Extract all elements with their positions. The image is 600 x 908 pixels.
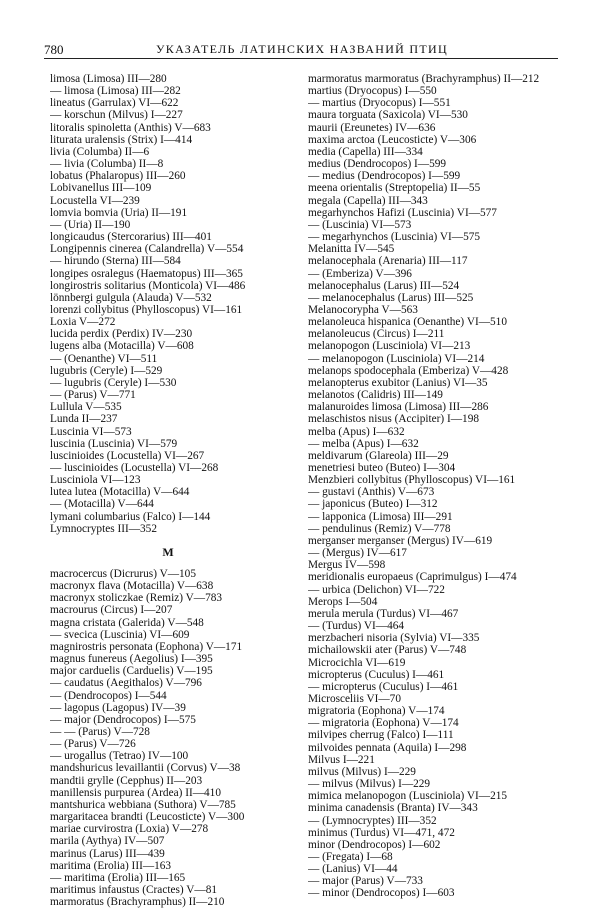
index-entry: Locustella VI—239	[50, 194, 140, 207]
index-entry: minor (Dendrocopos) I—602	[308, 838, 441, 851]
left-column	[50, 73, 286, 908]
index-entry: Microcichla VI—619	[308, 656, 406, 669]
index-entry: meldivarum (Glareola) III—29	[308, 449, 449, 462]
index-entry: longipes osralegus (Haematopus) III—365	[50, 267, 243, 280]
index-entry: meena orientalis (Streptopelia) II—55	[308, 182, 481, 195]
index-entry: lymani columbarius (Falco) I—144	[50, 510, 211, 523]
index-entry: lomvia bomvia (Uria) II—191	[50, 206, 188, 219]
index-entry: — (Turdus) VI—464	[308, 620, 405, 633]
index-entry: — lagopus (Lagopus) IV—39	[50, 701, 186, 714]
index-entry: melaschistos nisus (Accipiter) I—198	[308, 413, 479, 426]
index-entry: macronyx flava (Motacilla) V—638	[50, 580, 214, 593]
index-entry: Luscinia VI—573	[50, 425, 132, 438]
entry-list	[50, 568, 286, 908]
index-entry: menetriesi buteo (Buteo) I—304	[308, 462, 456, 474]
index-entry: melanopterus exubitor (Lanius) VI—35	[308, 376, 488, 389]
index-entry: malanuroides limosa (Limosa) III—286	[308, 401, 489, 414]
index-entry: melanops spodocephala (Emberiza) V—428	[308, 364, 509, 377]
index-entry: — urogallus (Tetrao) IV—100	[50, 750, 189, 763]
index-entry: macronyx stoliczkae (Remiz) V—783	[50, 592, 223, 605]
index-entry: — (Parus) V—726	[50, 738, 136, 751]
index-entry: mimica melanopogon (Lusciniola) VI—215	[308, 790, 508, 803]
index-entry: — hirundo (Sterna) III—584	[50, 255, 181, 268]
running-title: УКАЗАТЕЛЬ ЛАТИНСКИХ НАЗВАНИЙ ПТИЦ	[156, 42, 448, 56]
index-entry: melanoleuca hispanica (Oenanthe) VI—510	[308, 316, 507, 329]
index-entry: mariae curvirostra (Loxia) V—278	[50, 823, 209, 836]
index-entry: major carduelis (Carduelis) V—195	[50, 665, 213, 678]
right-column	[308, 73, 560, 900]
index-entry: marinus (Larus) III—439	[50, 847, 165, 860]
index-entry: — (Motacilla) V—644	[50, 498, 154, 511]
index-entry: milvipes cherrug (Falco) I—111	[308, 729, 454, 742]
index-entry: Longipennis cinerea (Calandrella) V—554	[50, 243, 244, 256]
index-entry: — lapponica (Limosa) III—291	[308, 510, 453, 523]
index-entry: — pendulinus (Remiz) V—778	[308, 522, 451, 535]
index-entry: lobatus (Phalaropus) III—260	[50, 170, 186, 183]
index-entry: — svecica (Luscinia) VI—609	[50, 628, 190, 641]
index-entry: minima canadensis (Branta) IV—343	[308, 802, 478, 815]
index-entry: — (Fregata) I—68	[308, 851, 393, 863]
index-entry: — major (Dendrocopos) I—575	[50, 713, 196, 726]
index-entry: melanopogon (Lusciniola) VI—213	[308, 340, 471, 353]
index-entry: marila (Aythya) IV—507	[50, 835, 165, 848]
index-entry: maxima arctoa (Leucosticte) V—306	[308, 133, 477, 146]
index-entry: meridionalis europaeus (Caprimulgus) I—474	[308, 571, 517, 584]
index-entry: — medius (Dendrocopos) I—599	[308, 170, 461, 183]
index-entry: maurii (Ereunetes) IV—636	[308, 121, 436, 134]
index-entry: livia (Columba) II—6	[50, 145, 150, 158]
index-entry: limosa (Limosa) III—280	[50, 73, 167, 85]
index-entry: lineatus (Garrulax) VI—622	[50, 97, 179, 110]
index-entry: — milvus (Milvus) I—229	[308, 778, 431, 791]
index-entry: — (Oenanthe) VI—511	[50, 352, 158, 365]
index-entry: milvus (Milvus) I—229	[308, 765, 416, 778]
index-entry: — japonicus (Buteo) I—312	[308, 498, 438, 511]
index-entry: mandshuricus levaillantii (Corvus) V—38	[50, 762, 241, 775]
index-entry: melba (Apus) I—632	[308, 425, 405, 438]
index-entry: lugens alba (Motacilla) V—608	[50, 340, 194, 353]
index-entry: marmoratus (Brachyramphus) II—210	[50, 896, 225, 908]
index-entry: — melba (Apus) I—632	[308, 437, 419, 450]
index-entry: megarhynchos Hafizi (Luscinia) VI—577	[308, 206, 497, 219]
index-entry: — (Luscinia) VI—573	[308, 218, 412, 231]
index-entry: — (Parus) V—771	[50, 389, 136, 402]
entry-list	[308, 73, 560, 900]
index-entry: medius (Dendrocopos) I—599	[308, 158, 447, 171]
index-entry: martius (Dryocopus) I—550	[308, 85, 437, 98]
index-entry: — minor (Dendrocopos) I—603	[308, 887, 455, 900]
index-entry: marmoratus marmoratus (Brachyramphus) II—212	[308, 73, 540, 85]
index-entry: — (Mergus) IV—617	[308, 547, 407, 560]
index-entry: Loxia V—272	[50, 316, 116, 329]
index-entry: — martius (Dryocopus) I—551	[308, 97, 451, 110]
index-entry: melanocephalus (Larus) III—524	[308, 279, 460, 292]
index-entry: megala (Capella) III—343	[308, 194, 428, 207]
index-entry: — melanocephalus (Larus) III—525	[308, 291, 474, 304]
index-entry: Milvus I—221	[308, 753, 375, 766]
section-letter: M	[162, 544, 174, 559]
index-entry: — urbica (Delichon) VI—722	[308, 583, 445, 596]
index-entry: — (Lanius) VI—44	[308, 863, 398, 876]
index-entry: luscinioides (Locustella) VI—267	[50, 449, 205, 462]
index-entry: — melanopogon (Lusciniola) VI—214	[308, 352, 485, 365]
index-entry: Merops I—504	[308, 595, 378, 608]
index-entry: margaritacea brandti (Leucosticte) V—300	[50, 811, 245, 824]
index-entry: — (Emberiza) V—396	[308, 267, 412, 280]
index-entry: micropterus (Cuculus) I—461	[308, 668, 445, 681]
index-entry: macrocercus (Dicrurus) V—105	[50, 567, 196, 580]
index-entry: — — (Parus) V—728	[50, 725, 150, 738]
index-entry: lönnbergi gulgula (Alauda) V—532	[50, 291, 212, 304]
index-entry: — limosa (Limosa) III—282	[50, 85, 181, 98]
index-entry: liturata uralensis (Strix) I—414	[50, 133, 193, 146]
index-entry: Lusciniola VI—123	[50, 474, 141, 487]
index-entry: lugubris (Ceryle) I—529	[50, 364, 163, 377]
index-entry: litoralis spinoletta (Anthis) V—683	[50, 121, 211, 134]
index-entry: merganser merganser (Mergus) IV—619	[308, 534, 493, 547]
index-entry: — luscinioides (Locustella) VI—268	[50, 462, 219, 474]
index-entry: — (Uria) II—190	[50, 218, 131, 231]
index-entry: merula merula (Turdus) VI—467	[308, 607, 459, 620]
index-entry: — livia (Columba) II—8	[50, 158, 164, 171]
index-entry: milvoides pennata (Aquila) I—298	[308, 741, 467, 754]
index-entry: maura torguata (Saxicola) VI—530	[308, 109, 468, 122]
index-entry: magnus funereus (Aegolius) I—395	[50, 653, 213, 666]
index-entry: Lunda II—237	[50, 413, 118, 426]
index-entry: — (Dendrocopos) I—544	[50, 689, 167, 702]
index-entry: minimus (Turdus) VI—471, 472	[308, 826, 455, 839]
index-entry: melanocephala (Arenaria) III—117	[308, 255, 468, 268]
entry-list	[50, 73, 286, 535]
index-entry: — caudatus (Aegithalos) V—796	[50, 677, 202, 690]
index-entry: — megarhynchos (Luscinia) VI—575	[308, 231, 481, 244]
index-entry: longicaudus (Stercorarius) III—401	[50, 231, 212, 244]
index-entry: — migratoria (Eophona) V—174	[308, 717, 459, 730]
index-entry: — major (Parus) V—733	[308, 875, 423, 888]
index-entry: melanotos (Calidris) III—149	[308, 389, 443, 402]
index-entry: maritima (Erolia) III—163	[50, 859, 172, 872]
index-entry: Lymnocryptes III—352	[50, 522, 157, 535]
index-entry: Microsceliis VI—70	[308, 692, 401, 705]
index-entry: magna cristata (Galerida) V—548	[50, 616, 204, 629]
index-entry: Melanocorypha V—563	[308, 303, 418, 316]
index-entry: — gustavi (Anthis) V—673	[308, 486, 435, 499]
index-entry: media (Capella) III—334	[308, 145, 423, 158]
page-number: 780	[44, 42, 64, 57]
index-entry: lucida perdix (Perdix) IV—230	[50, 328, 193, 341]
index-entry: migratoria (Eophona) V—174	[308, 705, 445, 718]
index-entry: magnirostris personata (Eophona) V—171	[50, 640, 243, 653]
index-entry: manillensis purpurea (Ardea) II—410	[50, 786, 221, 799]
index-entry: Melanitta IV—545	[308, 243, 395, 256]
index-entry: lorenzi collybitus (Phylloscopus) VI—161	[50, 303, 243, 316]
index-entry: — maritima (Erolia) III—165	[50, 871, 186, 884]
index-entry: — lugubris (Ceryle) I—530	[50, 376, 177, 389]
index-entry: mandtii grylle (Cepphus) II—203	[50, 774, 203, 787]
index-entry: Menzbieri collybitus (Phylloscopus) VI—161	[308, 474, 516, 487]
index-entry: Lullula V—535	[50, 401, 122, 414]
index-entry: maritimus infaustus (Cractes) V—81	[50, 884, 218, 896]
index-entry: Mergus IV—598	[308, 559, 386, 572]
index-entry: — korschun (Milvus) I—227	[50, 109, 183, 122]
index-entry: melanoleucus (Circus) I—211	[308, 328, 445, 341]
index-entry: longirostris solitarius (Monticola) VI—486	[50, 279, 246, 292]
index-entry: luscinia (Luscinia) VI—579	[50, 437, 178, 450]
running-header	[44, 42, 558, 59]
index-entry: — micropterus (Cuculus) I—461	[308, 680, 459, 693]
index-entry: macrourus (Circus) I—207	[50, 604, 173, 617]
index-entry: lutea lutea (Motacilla) V—644	[50, 486, 190, 499]
index-entry: michailowskii ater (Parus) V—748	[308, 644, 467, 657]
index-entry: — (Lymnocryptes) III—352	[308, 814, 437, 827]
index-entry: Lobivanellus III—109	[50, 182, 152, 195]
index-entry: mantshurica webbiana (Suthora) V—785	[50, 798, 236, 811]
index-entry: merzbacheri nisoria (Sylvia) VI—335	[308, 632, 480, 645]
